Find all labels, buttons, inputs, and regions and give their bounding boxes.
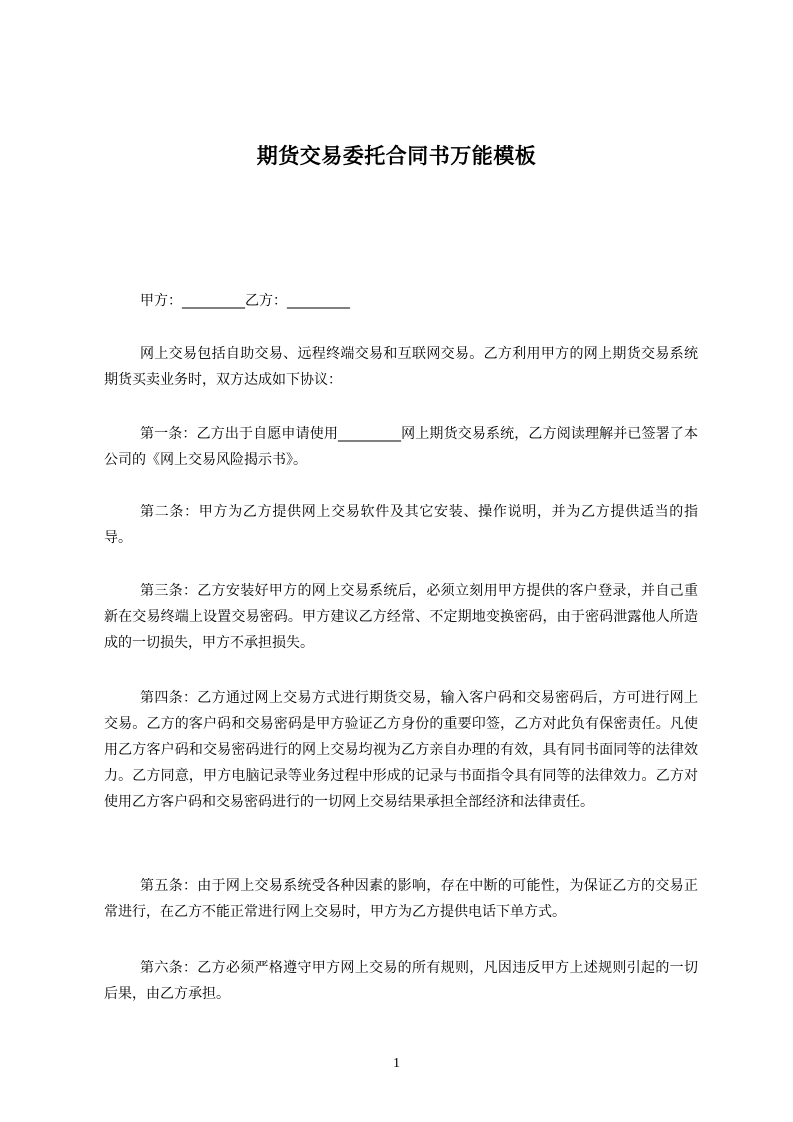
document-title: 期货交易委托合同书万能模板 [256,144,537,168]
article-3-paragraph: 第三条：乙方安装好甲方的网上交易系统后，必须立刻用甲方提供的客户登录，并自己重新在交易终端上设置交易密码。甲方建议乙方经常、不定期地变换密码，由于密码泄露他人所造成的一切损失，甲方不承担损失。 [104,583,698,651]
article-1-paragraph: 第一条：乙方出于自愿申请使用_________网上期货交易系统，乙方阅读理解并已签署了本公司的《网上交易风险揭示书》。 [104,426,698,468]
parties-line: 甲方：_________乙方：_________ [140,293,350,309]
article-4-paragraph: 第四条：乙方通过网上交易方式进行期货交易，输入客户码和交易密码后，方可进行网上交易。乙方的客户码和交易密码是甲方验证乙方身份的重要印签，乙方对此负有保密责任。凡使用乙方客户码和交易密码进行的网上交易均视为乙方亲自办理的有效，具有同书面同等的法律效力。乙方同意，甲方电脑记录等业务过程中形成的记录与书面指令具有同等的法律效力。乙方对使用乙方客户码和交易密码进行的一切网上交易结果承担全部经济和法律责任。 [104,690,698,810]
intro-paragraph: 网上交易包括自助交易、远程终端交易和互联网交易。乙方利用甲方的网上期货交易系统期货买卖业务时，双方达成如下协议： [104,346,698,388]
article-5-paragraph: 第五条：由于网上交易系统受各种因素的影响，存在中断的可能性，为保证乙方的交易正常进行，在乙方不能正常进行网上交易时，甲方为乙方提供电话下单方式。 [104,878,698,920]
article-6-paragraph: 第六条：乙方必须严格遵守甲方网上交易的所有规则，凡因违反甲方上述规则引起的一切后果，由乙方承担。 [104,960,698,1002]
page-number: 1 [393,1056,400,1071]
article-2-paragraph: 第二条：甲方为乙方提供网上交易软件及其它安装、操作说明，并为乙方提供适当的指导。 [104,504,698,546]
